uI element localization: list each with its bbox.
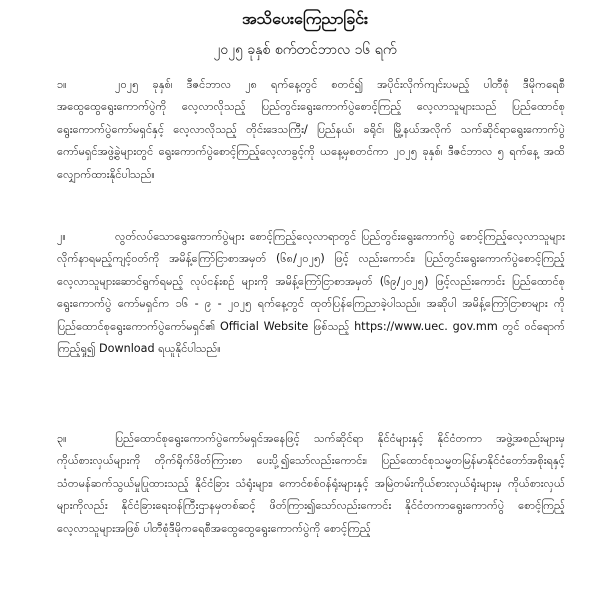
- paragraph-number: ၁။: [57, 78, 67, 91]
- document-date: ၂၀၂၅ ခုနှစ် စက်တင်ဘာလ ၁၆ ရက်: [213, 42, 397, 58]
- document-title: အသိပေးကြေညာခြင်း: [241, 9, 369, 28]
- paragraph-1: [57, 74, 565, 186]
- paragraph-number: ၂။: [57, 230, 66, 243]
- paragraph-text: လွတ်လပ်သောရွေးကောက်ပွဲများ စောင့်ကြည့်လေ့လာရာတွင် ပြည်တွင်းရွေးကောက်ပွဲ စောင့်ကြည့်လေ့လာသူများလိုက်နာရမည့်ကျင့်ဝတ်ကို အမိန့်ကြော်ငြာစာအမှတ် (၆၈/၂၀၂၅) ဖြင့် လည်းကောင်း၊ ပြည်တွင်းရွေးကောက်ပွဲစောင့်ကြည့်လေ့လာသူများဆောင်ရွက်ရမည့် လုပ်ငန်းစဉ် များကို အမိန့်ကြော်ငြာစာအမှတ် (၆၉/၂၀၂၅) ဖြင့်လည်းကောင်း ပြည်ထောင်စုရွေးကောက်ပွဲ ကော်မရှင်က ၁၆ - ၉ - ၂၀၂၅ ရက်နေ့တွင် ထုတ်ပြန်ကြေညာခဲ့ပါသည်။ အဆိုပါ အမိန့်ကြော်ငြာစာများ ကို ပြည်ထောင်စုရွေးကောက်ပွဲကော်မရှင်၏ Official Website ဖြစ်သည့် https://www.uec. gov.mm တွင် ဝင်ရောက်ကြည့်ရှု၍ Download ရယူနိုင်ပါသည်။: [57, 230, 565, 356]
- paragraph-2: [57, 226, 565, 360]
- paragraph-text: ၂၀၂၅ ခုနှစ်၊ ဒီဇင်ဘာလ ၂၈ ရက်နေ့တွင် စတင်၍ အပိုင်းလိုက်ကျင်းပမည့် ပါတီစုံ ဒီမိုကရေစီအထွေထွေရွေးကောက်ပွဲကို လေ့လာလိုသည့် ပြည်တွင်းရွေးကောက်ပွဲစောင့်ကြည့် လေ့လာသူများသည် ပြည်ထောင်စုရွေးကောက်ပွဲကော်မရှင်နှင့် လေ့လာလိုသည့် တိုင်းဒေသကြီး/ ပြည်နယ်၊ ခရိုင်၊ မြို့နယ်အလိုက် သက်ဆိုင်ရာရွေးကောက်ပွဲကော်မရှင်အဖွဲ့ခွဲများတွင် ရွေးကောက်ပွဲစောင့်ကြည့်လေ့လာခွင့်ကို ယနေ့မှစတင်ကာ ၂၀၂၅ ခုနှစ်၊ ဒီဇင်ဘာလ ၅ ရက်နေ့ အထိ လျှောက်ထားနိုင်ပါသည်။: [57, 78, 565, 181]
- paragraph-text: ပြည်ထောင်စုရွေးကောက်ပွဲကော်မရှင်အနေဖြင့် သက်ဆိုင်ရာ နိုင်ငံများနှင့် နိုင်ငံတကာ အဖွဲ့အစည်းများမှကိုယ်စားလှယ်များကို တိုက်ရိုက်ဖိတ်ကြားစာ ပေးပို့၍သော်လည်းကောင်း၊ ပြည်ထောင်စုသမ္မတမြန်မာနိုင်ငံတော်အစိုးရနှင့် သံတမန်ဆက်သွယ်မှုပြုထားသည့် နိုင်ငံခြား သံရုံးများ၊ ကောင်စစ်ဝန်ရုံးများနှင့် အမြဲတမ်းကိုယ်စားလှယ်ရုံးများမှ ကိုယ်စားလှယ်များကိုလည်း နိုင်ငံခြားရေးဝန်ကြီးဌာနမှတစ်ဆင့် ဖိတ်ကြား၍သော်လည်းကောင်း နိုင်ငံတကာရွေးကောက်ပွဲ စောင့်ကြည့်လေ့လာသူများအဖြစ် ပါတီစုံဒီမိုကရေစီအထွေထွေရွေးကောက်ပွဲကို စောင့်ကြည့်: [57, 432, 565, 535]
- paragraph-3: [57, 428, 565, 540]
- paragraph-number: ၃။: [57, 432, 67, 445]
